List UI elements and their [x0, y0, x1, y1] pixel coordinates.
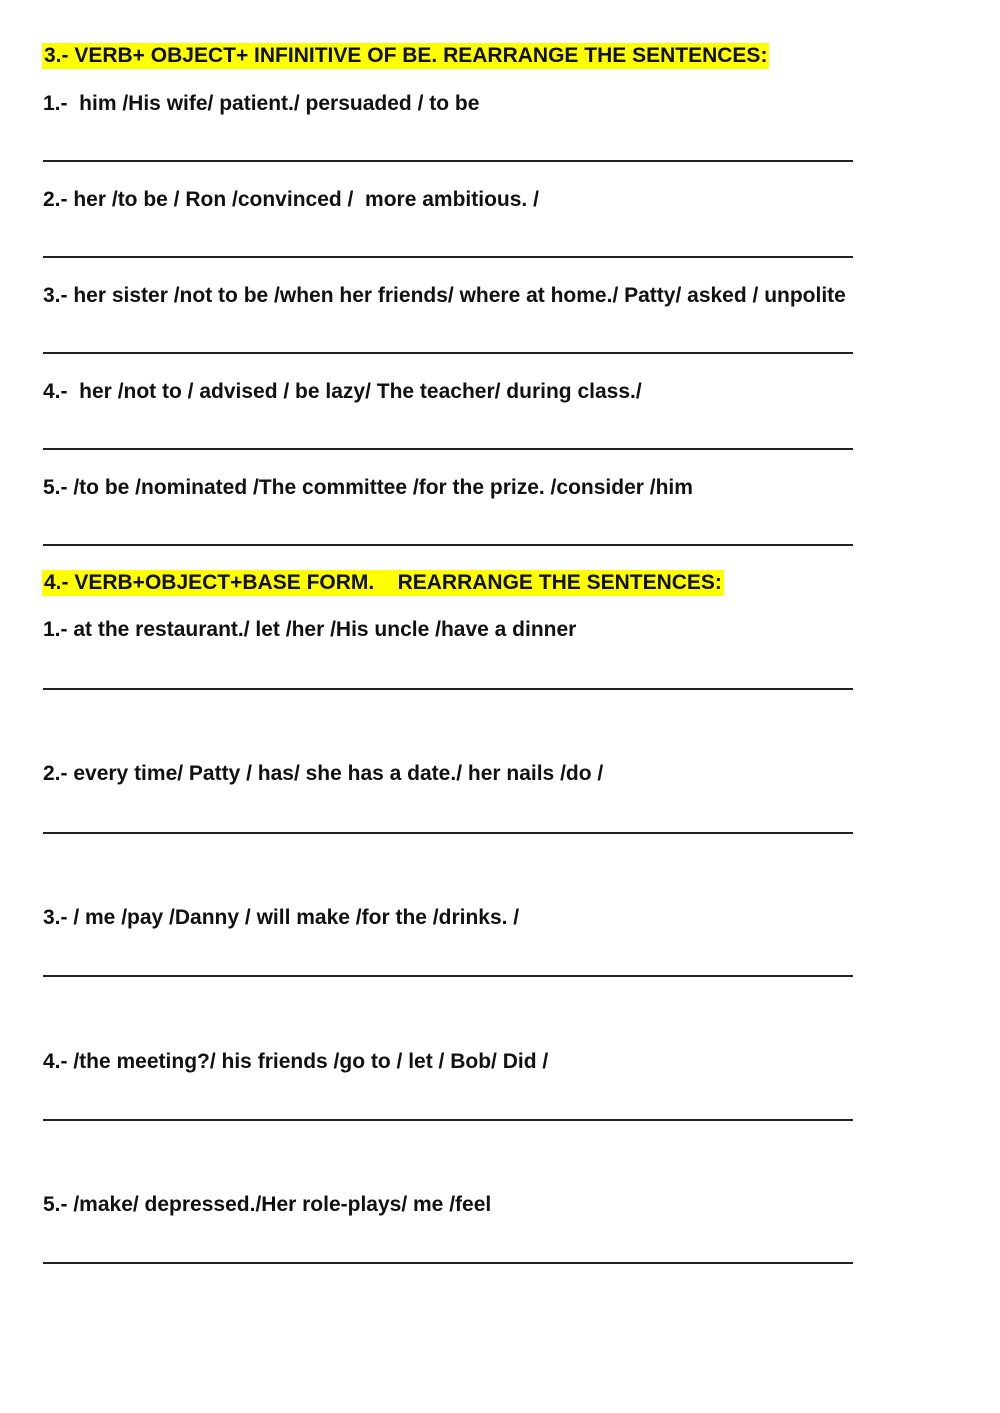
- section-3-heading: 3.- VERB+ OBJECT+ INFINITIVE OF BE. REARRANGE THE SENTENCES:: [44, 44, 768, 67]
- section-4-prompt-2: 2.- every time/ Patty / has/ she has a date./ her nails /do /: [43, 762, 604, 785]
- section-4-prompt-5: 5.- /make/ depressed./Her role-plays/ me /feel: [43, 1193, 492, 1216]
- section-3-prompt-5: 5.- /to be /nominated /The committee /for the prize. /consider /him: [43, 476, 693, 499]
- section-3-answer-line-2[interactable]: [43, 256, 853, 258]
- section-3-answer-line-5[interactable]: [43, 544, 853, 546]
- section-3-answer-line-3[interactable]: [43, 352, 853, 354]
- section-4-answer-line-2[interactable]: [43, 832, 853, 834]
- section-4-answer-line-5[interactable]: [43, 1262, 853, 1264]
- section-3-prompt-1: 1.- him /His wife/ patient./ persuaded / to be: [43, 92, 480, 115]
- section-3-answer-line-4[interactable]: [43, 448, 853, 450]
- section-4-answer-line-3[interactable]: [43, 975, 853, 977]
- section-4-prompt-4: 4.- /the meeting?/ his friends /go to / let / Bob/ Did /: [43, 1050, 549, 1073]
- section-4-answer-line-4[interactable]: [43, 1119, 853, 1121]
- section-4-prompt-3: 3.- / me /pay /Danny / will make /for the /drinks. /: [43, 906, 520, 929]
- section-4-answer-line-1[interactable]: [43, 688, 853, 690]
- section-3-prompt-2: 2.- her /to be / Ron /convinced / more ambitious. /: [43, 188, 539, 211]
- section-3-prompt-4: 4.- her /not to / advised / be lazy/ The teacher/ during class./: [43, 380, 642, 403]
- section-4-prompt-1: 1.- at the restaurant./ let /her /His uncle /have a dinner: [43, 618, 577, 641]
- section-3-prompt-3: 3.- her sister /not to be /when her friends/ where at home./ Patty/ asked / unpolite: [43, 284, 846, 307]
- section-3-answer-line-1[interactable]: [43, 160, 853, 162]
- section-4-heading: 4.- VERB+OBJECT+BASE FORM. REARRANGE THE SENTENCES:: [44, 571, 722, 594]
